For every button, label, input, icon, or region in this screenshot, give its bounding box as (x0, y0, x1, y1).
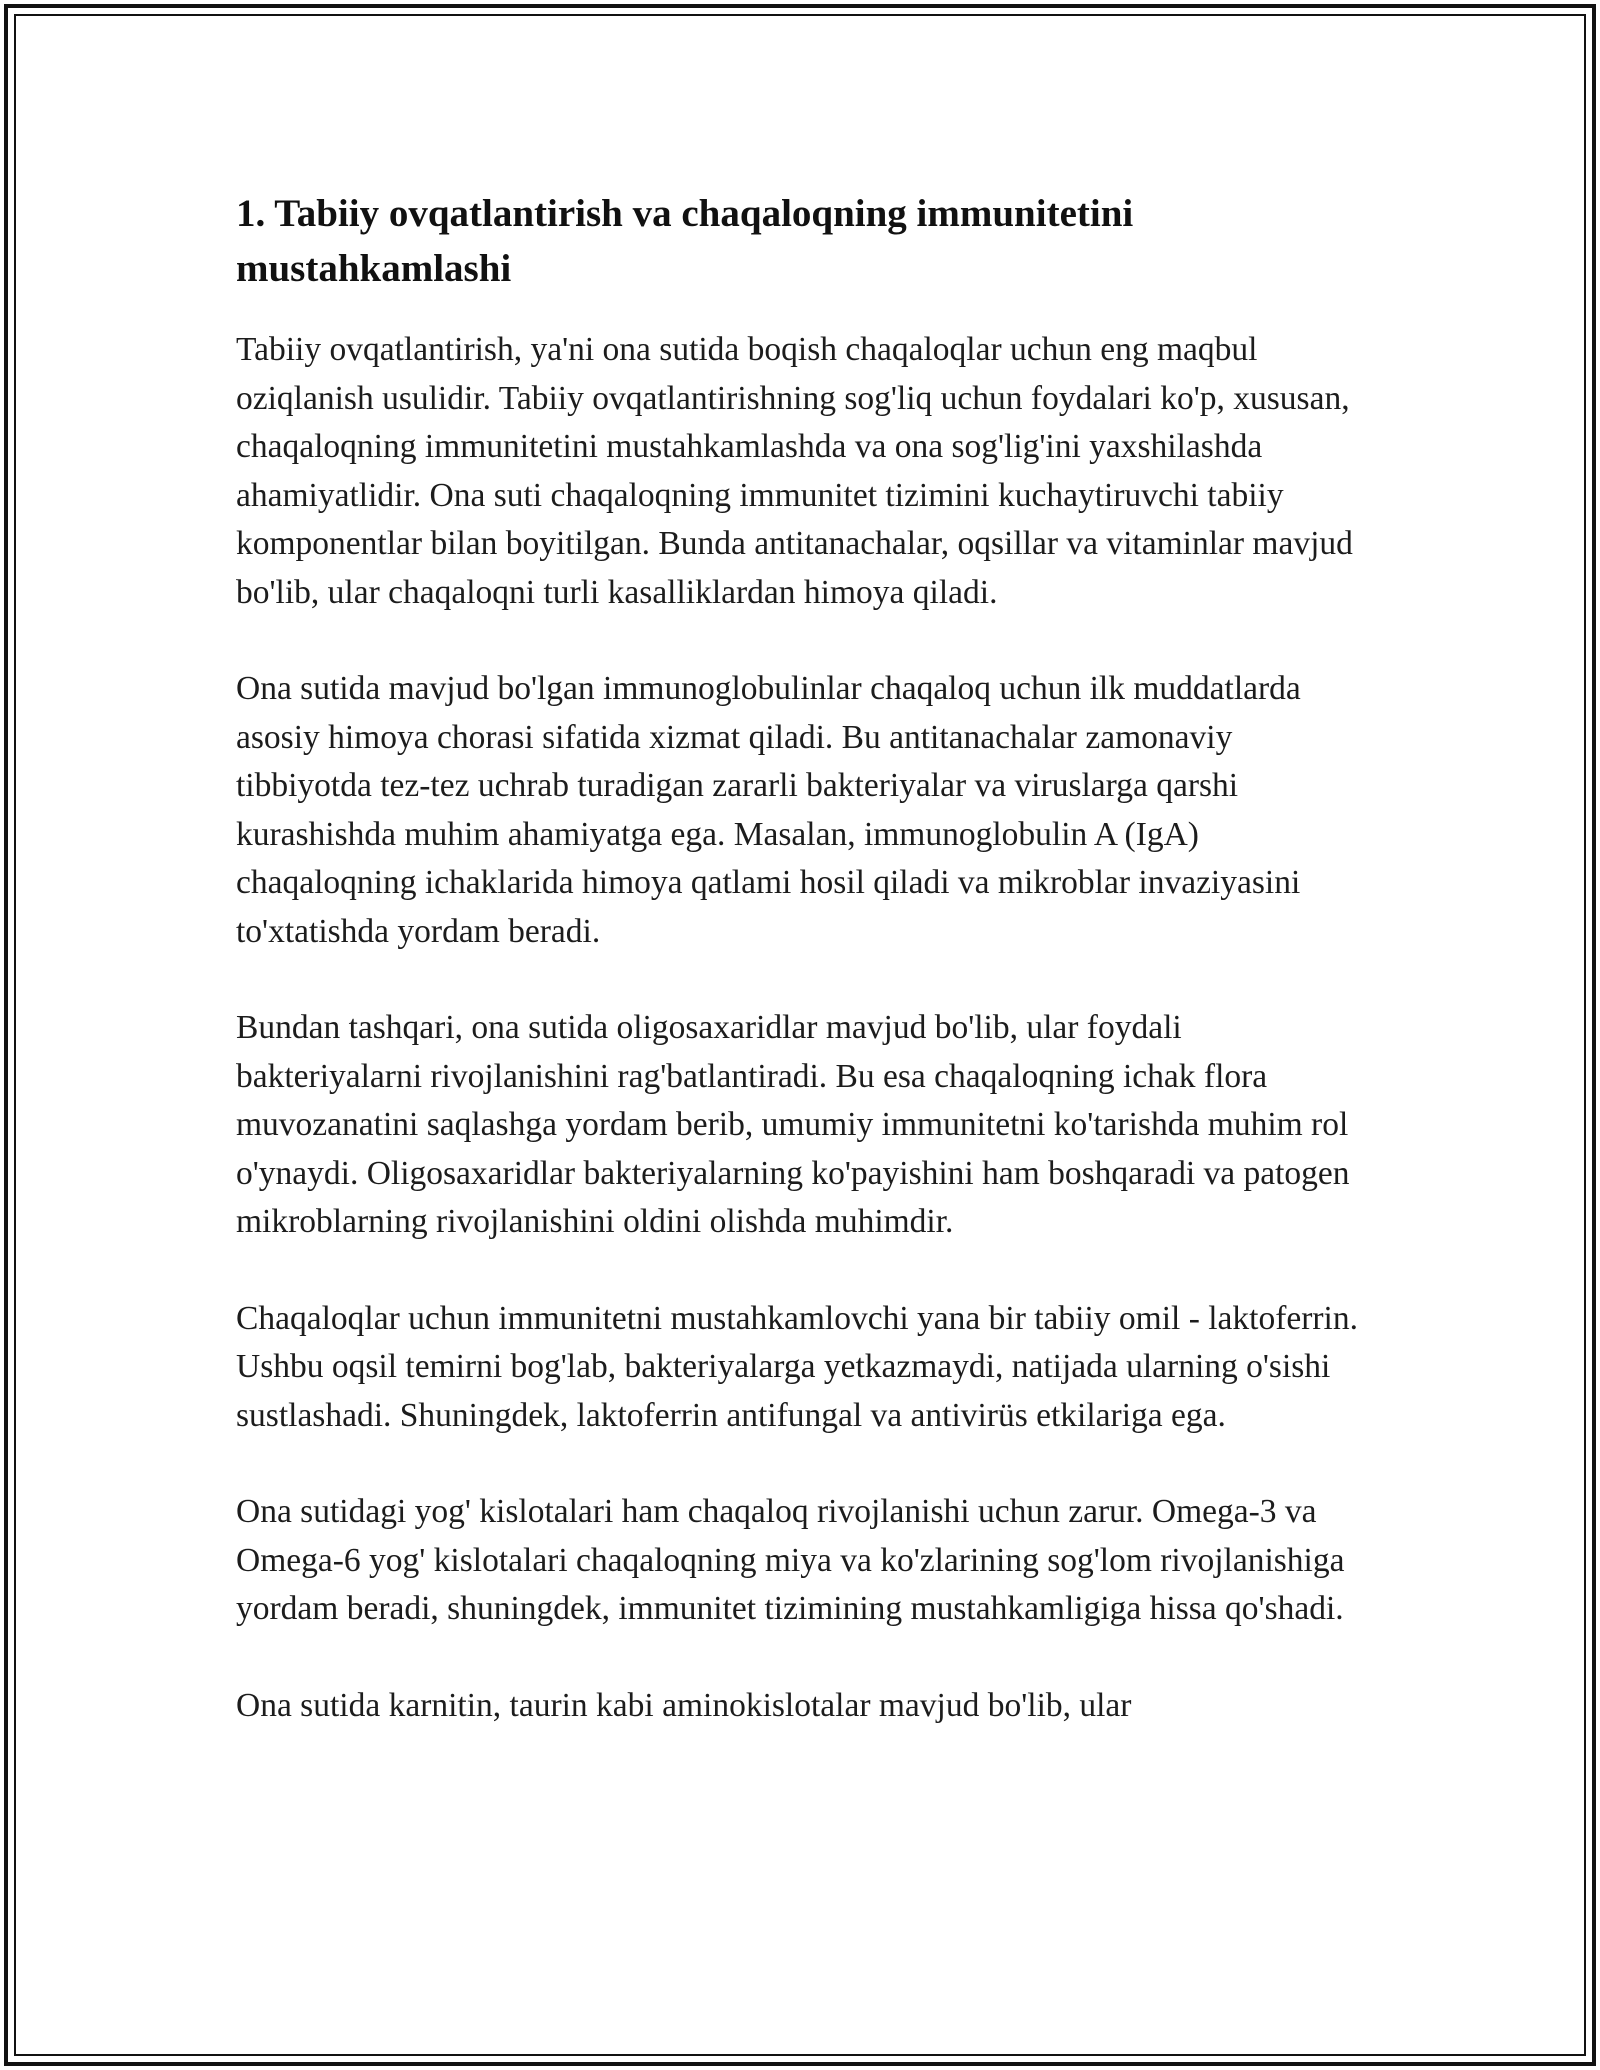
paragraph-fatty-acids: Ona sutidagi yog' kislotalari ham chaqaloq rivojlanishi uchun zarur. Omega-3 va Omega-6 yog' kislotalari chaqaloqning miya va ko'zlarining sog'lom rivojlanishiga yordam beradi, shuningdek, immunitet tizimining mustahkamligiga hissa qo'shadi. (236, 1493, 1345, 1627)
paragraph-immunoglobulins: Ona sutida mavjud bo'lgan immunoglobulinlar chaqaloq uchun ilk muddatlarda asosiy himoya chorasi sifatida xizmat qiladi. Bu antitanachalar zamonaviy tibbiyotda tez-tez uchrab turadigan zararli bakteriyalar va viruslarga qarshi kurashishda muhim ahamiyatga ega. Masalan, immunoglobulin A (IgA) chaqaloqning ichaklarida himoya qatlami hosil qiladi va mikroblar invaziyasini to'xtatishda yordam beradi. (236, 670, 1301, 950)
paragraph-amino-acids: Ona sutida karnitin, taurin kabi aminokislotalar mavjud bo'lib, ular (236, 1686, 1132, 1724)
paragraph-oligosaccharides: Bundan tashqari, ona sutida oligosaxaridlar mavjud bo'lib, ular foydali bakteriyalarni rivojlanishini rag'batlantiradi. Bu esa chaqaloqning ichak flora muvozanatini saqlashga yordam berib, umumiy immunitetni ko'tarishda muhim rol o'ynaydi. Oligosaxaridlar bakteriyalarning ko'payishini ham boshqaradi va patogen mikroblarning rivojlanishini oldini olishda muhimdir. (236, 1009, 1350, 1240)
paragraph-breastfeeding-intro: Tabiiy ovqatlantirish, ya'ni ona sutida boqish chaqaloqlar uchun eng maqbul oziqlanish usulidir. Tabiiy ovqatlantirishning sog'liq uchun foydalari ko'p, xususan, chaqaloqning immunitetini mustahkamlashda va ona sog'lig'ini yaxshilashda ahamiyatlidir. Ona suti chaqaloqning immunitet tizimini kuchaytiruvchi tabiiy komponentlar bilan boyitilgan. Bunda antitanachalar, oqsillar va vitaminlar mavjud bo'lib, ular chaqaloqni turli kasalliklardan himoya qiladi. (236, 331, 1353, 611)
paragraph-lactoferrin: Chaqaloqlar uchun immunitetni mustahkamlovchi yana bir tabiiy omil - laktoferrin. Ushbu oqsil temirni bog'lab, bakteriyalarga yetkazmaydi, natijada ularning o'sishi sustlashadi. Shuningdek, laktoferrin antifungal va antivirüs etkilariga ega. (236, 1299, 1358, 1434)
document-body (236, 186, 1376, 1778)
section-heading: 1. Tabiiy ovqatlantirish va chaqaloqning immunitetini mustahkamlashi (236, 192, 1134, 290)
